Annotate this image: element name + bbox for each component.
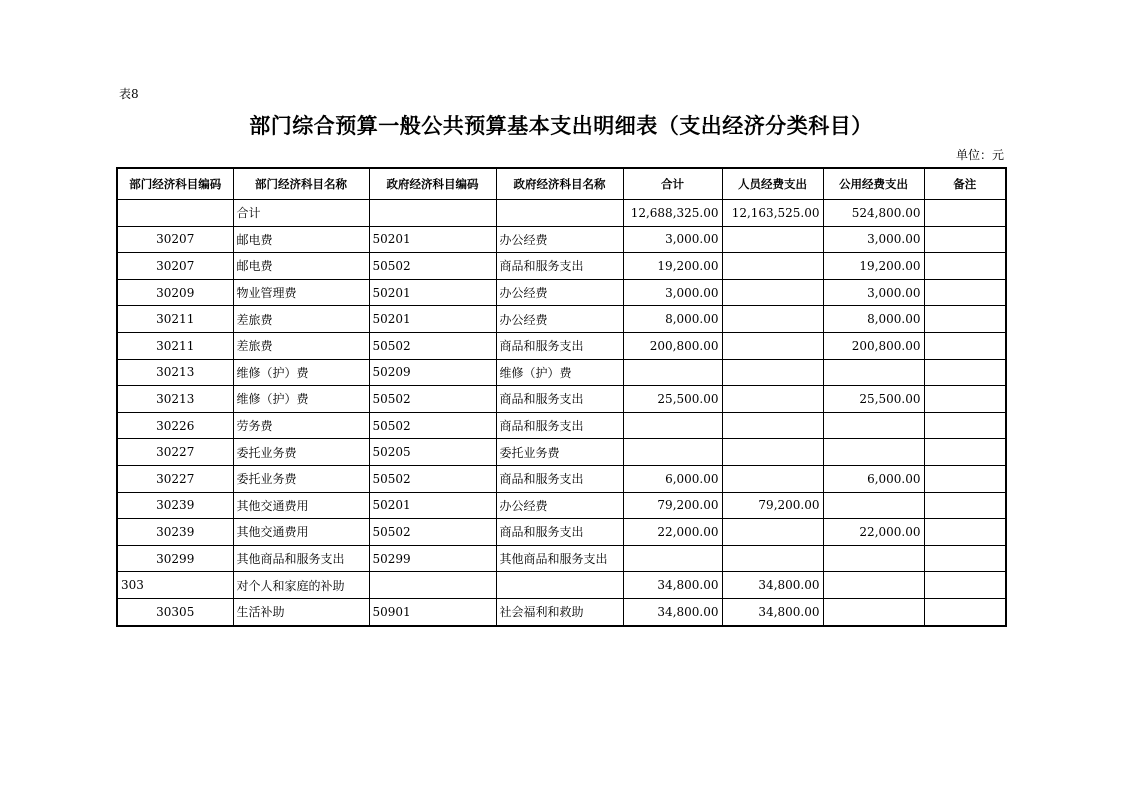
gov-name-cell: 商品和服务支出 bbox=[496, 332, 623, 359]
gov-code-cell: 50209 bbox=[369, 359, 496, 386]
gov-name-cell: 办公经费 bbox=[496, 492, 623, 519]
dept-name-cell: 差旅费 bbox=[233, 332, 369, 359]
table-number-label: 表8 bbox=[119, 87, 139, 101]
personnel-cell bbox=[722, 465, 823, 492]
table-row bbox=[117, 306, 1006, 333]
gov-code-cell: 50502 bbox=[369, 412, 496, 439]
personnel-cell bbox=[722, 359, 823, 386]
remark-cell bbox=[924, 598, 1006, 625]
total-cell: 3,000.00 bbox=[623, 279, 722, 306]
gov-code-cell: 50502 bbox=[369, 465, 496, 492]
remark-cell bbox=[924, 465, 1006, 492]
total-cell bbox=[623, 545, 722, 572]
dept-name-cell: 其他交通费用 bbox=[233, 519, 369, 546]
table-row bbox=[117, 439, 1006, 466]
dept-code-cell: 30239 bbox=[117, 492, 233, 519]
public-cell: 200,800.00 bbox=[823, 332, 924, 359]
gov-code-cell: 50502 bbox=[369, 386, 496, 413]
gov-name-cell: 商品和服务支出 bbox=[496, 519, 623, 546]
gov-name-cell: 商品和服务支出 bbox=[496, 253, 623, 280]
remark-cell bbox=[924, 545, 1006, 572]
dept-name-cell: 差旅费 bbox=[233, 306, 369, 333]
dept-code-cell: 30213 bbox=[117, 359, 233, 386]
gov-name-cell bbox=[496, 572, 623, 599]
dept-code-cell: 30209 bbox=[117, 279, 233, 306]
table-row bbox=[117, 253, 1006, 280]
dept-code-cell: 30305 bbox=[117, 598, 233, 625]
table-row bbox=[117, 519, 1006, 546]
remark-cell bbox=[924, 519, 1006, 546]
gov-code-cell bbox=[369, 572, 496, 599]
unit-label: 单位：元 bbox=[955, 148, 1004, 162]
personnel-cell bbox=[722, 332, 823, 359]
gov-code-cell: 50201 bbox=[369, 279, 496, 306]
column-header-dept-code: 部门经济科目编码 bbox=[117, 168, 233, 200]
dept-name-cell: 生活补助 bbox=[233, 598, 369, 625]
total-cell bbox=[623, 412, 722, 439]
personnel-cell: 34,800.00 bbox=[722, 572, 823, 599]
table-row bbox=[117, 572, 1006, 599]
remark-cell bbox=[924, 226, 1006, 253]
dept-name-cell: 委托业务费 bbox=[233, 465, 369, 492]
total-cell: 34,800.00 bbox=[623, 572, 722, 599]
remark-cell bbox=[924, 332, 1006, 359]
gov-code-cell: 50205 bbox=[369, 439, 496, 466]
total-cell: 200,800.00 bbox=[623, 332, 722, 359]
dept-code-cell: 303 bbox=[117, 572, 233, 599]
dept-code-cell: 30239 bbox=[117, 519, 233, 546]
table-row bbox=[117, 332, 1006, 359]
column-header-dept-name: 部门经济科目名称 bbox=[233, 168, 369, 200]
column-header-gov-name: 政府经济科目名称 bbox=[496, 168, 623, 200]
public-cell bbox=[823, 412, 924, 439]
personnel-cell: 79,200.00 bbox=[722, 492, 823, 519]
dept-code-cell: 30207 bbox=[117, 226, 233, 253]
personnel-cell bbox=[722, 439, 823, 466]
public-cell: 3,000.00 bbox=[823, 279, 924, 306]
gov-code-cell: 50201 bbox=[369, 226, 496, 253]
total-cell: 79,200.00 bbox=[623, 492, 722, 519]
dept-name-cell: 邮电费 bbox=[233, 253, 369, 280]
gov-name-cell: 办公经费 bbox=[496, 226, 623, 253]
remark-cell bbox=[924, 359, 1006, 386]
public-cell bbox=[823, 439, 924, 466]
column-header-personnel: 人员经费支出 bbox=[722, 168, 823, 200]
public-cell bbox=[823, 598, 924, 625]
dept-code-cell: 30226 bbox=[117, 412, 233, 439]
dept-code-cell bbox=[117, 200, 233, 227]
gov-code-cell: 50502 bbox=[369, 253, 496, 280]
remark-cell bbox=[924, 572, 1006, 599]
total-cell bbox=[623, 359, 722, 386]
public-cell bbox=[823, 545, 924, 572]
personnel-cell bbox=[722, 253, 823, 280]
remark-cell bbox=[924, 253, 1006, 280]
public-cell: 6,000.00 bbox=[823, 465, 924, 492]
gov-code-cell bbox=[369, 200, 496, 227]
total-cell: 22,000.00 bbox=[623, 519, 722, 546]
total-cell: 3,000.00 bbox=[623, 226, 722, 253]
dept-name-cell: 合计 bbox=[233, 200, 369, 227]
gov-name-cell bbox=[496, 200, 623, 227]
public-cell bbox=[823, 492, 924, 519]
page-title: 部门综合预算一般公共预算基本支出明细表（支出经济分类科目） bbox=[249, 114, 873, 138]
gov-code-cell: 50201 bbox=[369, 306, 496, 333]
personnel-cell bbox=[722, 412, 823, 439]
column-header-public: 公用经费支出 bbox=[823, 168, 924, 200]
gov-name-cell: 办公经费 bbox=[496, 306, 623, 333]
gov-name-cell: 商品和服务支出 bbox=[496, 386, 623, 413]
total-cell: 19,200.00 bbox=[623, 253, 722, 280]
gov-code-cell: 50201 bbox=[369, 492, 496, 519]
remark-cell bbox=[924, 200, 1006, 227]
table-row bbox=[117, 598, 1006, 625]
dept-code-cell: 30207 bbox=[117, 253, 233, 280]
remark-cell bbox=[924, 492, 1006, 519]
total-cell bbox=[623, 439, 722, 466]
personnel-cell bbox=[722, 279, 823, 306]
total-cell: 34,800.00 bbox=[623, 598, 722, 625]
gov-name-cell: 商品和服务支出 bbox=[496, 465, 623, 492]
dept-name-cell: 物业管理费 bbox=[233, 279, 369, 306]
table-row bbox=[117, 226, 1006, 253]
table-total-row bbox=[117, 200, 1006, 227]
remark-cell bbox=[924, 412, 1006, 439]
personnel-cell bbox=[722, 519, 823, 546]
table-row bbox=[117, 359, 1006, 386]
personnel-cell: 34,800.00 bbox=[722, 598, 823, 625]
total-cell: 25,500.00 bbox=[623, 386, 722, 413]
total-cell: 12,688,325.00 bbox=[623, 200, 722, 227]
gov-name-cell: 办公经费 bbox=[496, 279, 623, 306]
gov-name-cell: 其他商品和服务支出 bbox=[496, 545, 623, 572]
table-row bbox=[117, 386, 1006, 413]
public-cell bbox=[823, 359, 924, 386]
gov-code-cell: 50901 bbox=[369, 598, 496, 625]
budget-detail-table bbox=[116, 167, 1007, 627]
dept-code-cell: 30211 bbox=[117, 306, 233, 333]
remark-cell bbox=[924, 306, 1006, 333]
personnel-cell bbox=[722, 545, 823, 572]
gov-code-cell: 50299 bbox=[369, 545, 496, 572]
total-cell: 8,000.00 bbox=[623, 306, 722, 333]
dept-name-cell: 邮电费 bbox=[233, 226, 369, 253]
gov-name-cell: 委托业务费 bbox=[496, 439, 623, 466]
dept-code-cell: 30211 bbox=[117, 332, 233, 359]
dept-name-cell: 委托业务费 bbox=[233, 439, 369, 466]
remark-cell bbox=[924, 279, 1006, 306]
table-row bbox=[117, 279, 1006, 306]
dept-code-cell: 30299 bbox=[117, 545, 233, 572]
dept-name-cell: 劳务费 bbox=[233, 412, 369, 439]
dept-name-cell: 维修（护）费 bbox=[233, 386, 369, 413]
public-cell: 19,200.00 bbox=[823, 253, 924, 280]
public-cell: 25,500.00 bbox=[823, 386, 924, 413]
table-row bbox=[117, 492, 1006, 519]
gov-code-cell: 50502 bbox=[369, 332, 496, 359]
personnel-cell bbox=[722, 386, 823, 413]
public-cell: 524,800.00 bbox=[823, 200, 924, 227]
dept-code-cell: 30227 bbox=[117, 465, 233, 492]
public-cell: 8,000.00 bbox=[823, 306, 924, 333]
public-cell: 3,000.00 bbox=[823, 226, 924, 253]
table-row bbox=[117, 465, 1006, 492]
total-cell: 6,000.00 bbox=[623, 465, 722, 492]
column-header-total: 合计 bbox=[623, 168, 722, 200]
gov-code-cell: 50502 bbox=[369, 519, 496, 546]
dept-name-cell: 对个人和家庭的补助 bbox=[233, 572, 369, 599]
remark-cell bbox=[924, 439, 1006, 466]
dept-name-cell: 其他商品和服务支出 bbox=[233, 545, 369, 572]
gov-name-cell: 维修（护）费 bbox=[496, 359, 623, 386]
personnel-cell bbox=[722, 226, 823, 253]
public-cell bbox=[823, 572, 924, 599]
gov-name-cell: 社会福利和救助 bbox=[496, 598, 623, 625]
column-header-remark: 备注 bbox=[924, 168, 1006, 200]
remark-cell bbox=[924, 386, 1006, 413]
table-row bbox=[117, 545, 1006, 572]
dept-name-cell: 维修（护）费 bbox=[233, 359, 369, 386]
personnel-cell: 12,163,525.00 bbox=[722, 200, 823, 227]
personnel-cell bbox=[722, 306, 823, 333]
table-header-row bbox=[117, 168, 1006, 200]
dept-name-cell: 其他交通费用 bbox=[233, 492, 369, 519]
table-row bbox=[117, 412, 1006, 439]
gov-name-cell: 商品和服务支出 bbox=[496, 412, 623, 439]
dept-code-cell: 30227 bbox=[117, 439, 233, 466]
dept-code-cell: 30213 bbox=[117, 386, 233, 413]
column-header-gov-code: 政府经济科目编码 bbox=[369, 168, 496, 200]
public-cell: 22,000.00 bbox=[823, 519, 924, 546]
